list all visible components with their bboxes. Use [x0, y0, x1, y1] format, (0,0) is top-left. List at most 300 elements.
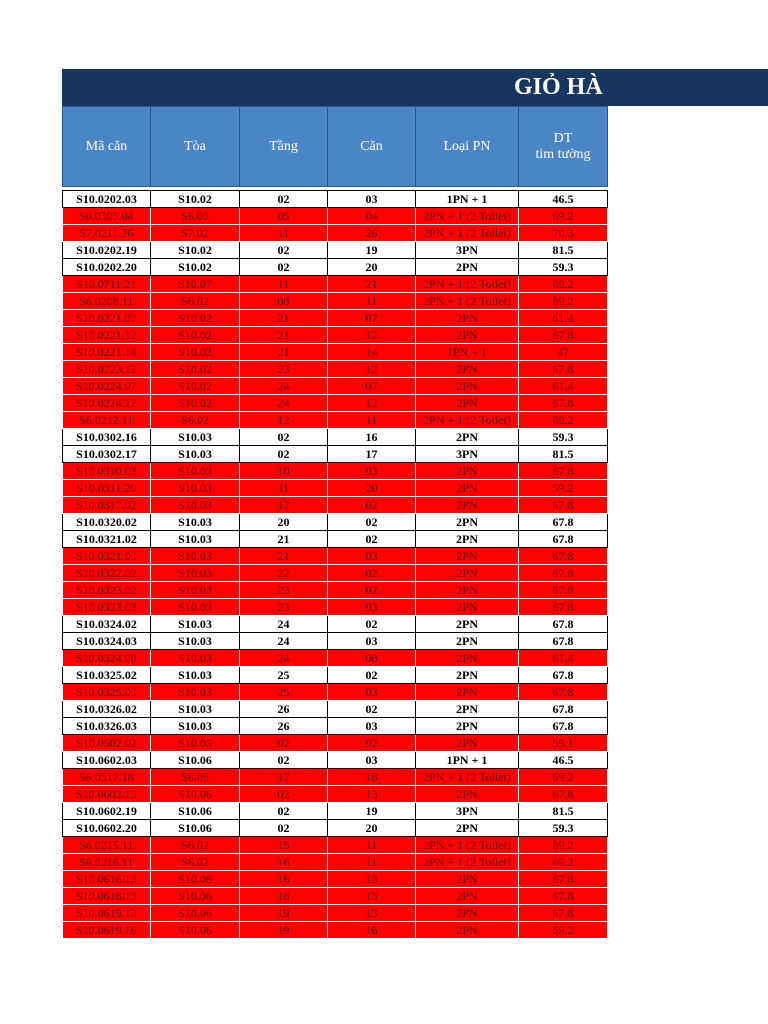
area-cell: 67.8: [519, 718, 608, 735]
room-type-cell: 2PN: [416, 463, 519, 480]
table-row: [63, 259, 608, 276]
room-type-cell: 2PN: [416, 514, 519, 531]
floor-cell: 24: [240, 378, 328, 395]
floor-cell: 02: [240, 446, 328, 463]
unit-cell: 11: [328, 837, 416, 854]
floor-cell: 02: [240, 752, 328, 769]
floor-cell: 17: [240, 497, 328, 514]
unit-cell: 02: [328, 565, 416, 582]
room-type-cell: 2PN: [416, 616, 519, 633]
unit-cell: 26: [328, 225, 416, 242]
unit-cell: 13: [328, 871, 416, 888]
table-row: [63, 344, 608, 361]
unit-cell: 13: [328, 905, 416, 922]
table-row: [63, 463, 608, 480]
unit-code-cell: S10.0324.03: [63, 633, 151, 650]
floor-cell: 08: [240, 293, 328, 310]
unit-code-cell: S10.0302.16: [63, 429, 151, 446]
unit-code-cell: S10.0223.12: [63, 361, 151, 378]
room-type-cell: 2PN: [416, 888, 519, 905]
unit-cell: 19: [328, 242, 416, 259]
area-cell: 67.8: [519, 633, 608, 650]
tower-cell: S10.03: [151, 582, 240, 599]
room-type-cell: 2PN + 1 (2 Toilet): [416, 412, 519, 429]
tower-cell: S10.02: [151, 395, 240, 412]
room-type-cell: 2PN: [416, 429, 519, 446]
tower-cell: S10.03: [151, 718, 240, 735]
unit-cell: 02: [328, 701, 416, 718]
unit-cell: 03: [328, 633, 416, 650]
tower-cell: S6.05: [151, 769, 240, 786]
area-cell: 59.3: [519, 429, 608, 446]
floor-cell: 02: [240, 786, 328, 803]
table-row: [63, 242, 608, 259]
tower-cell: S10.03: [151, 616, 240, 633]
tower-cell: S10.03: [151, 599, 240, 616]
unit-cell: 04: [328, 208, 416, 225]
table-row: [63, 429, 608, 446]
floor-cell: 21: [240, 327, 328, 344]
room-type-cell: 3PN: [416, 242, 519, 259]
tower-cell: S10.03: [151, 531, 240, 548]
unit-cell: 02: [328, 616, 416, 633]
table-row: [63, 565, 608, 582]
room-type-cell: 2PN: [416, 650, 519, 667]
room-type-cell: 2PN: [416, 582, 519, 599]
table-row: [63, 582, 608, 599]
unit-code-cell: S10.0202.20: [63, 259, 151, 276]
unit-cell: 17: [328, 446, 416, 463]
area-cell: 67.8: [519, 599, 608, 616]
unit-code-cell: S10.0326.02: [63, 701, 151, 718]
table-row: [63, 718, 608, 735]
tower-cell: S10.03: [151, 463, 240, 480]
unit-code-cell: S10.0711.21: [63, 276, 151, 293]
unit-code-cell: S6.0215.11: [63, 837, 151, 854]
area-cell: 67.8: [519, 888, 608, 905]
tower-cell: S10.06: [151, 803, 240, 820]
floor-cell: 21: [240, 344, 328, 361]
table-row: [63, 786, 608, 803]
unit-cell: 07: [328, 378, 416, 395]
unit-code-cell: S10.0326.03: [63, 718, 151, 735]
table-row: [63, 208, 608, 225]
floor-cell: 16: [240, 871, 328, 888]
floor-cell: 02: [240, 735, 328, 752]
unit-code-cell: S10.0325.03: [63, 684, 151, 701]
area-cell: 69.2: [519, 837, 608, 854]
floor-cell: 11: [240, 276, 328, 293]
area-cell: 61.4: [519, 378, 608, 395]
tower-cell: S10.06: [151, 871, 240, 888]
floor-cell: 23: [240, 582, 328, 599]
unit-code-cell: S10.0221.12: [63, 327, 151, 344]
room-type-cell: 1PN + 1: [416, 752, 519, 769]
floor-cell: 02: [240, 242, 328, 259]
unit-code-cell: S10.0324.08: [63, 650, 151, 667]
tower-cell: S6.02: [151, 293, 240, 310]
unit-cell: 14: [328, 344, 416, 361]
floor-cell: 24: [240, 633, 328, 650]
room-type-cell: 2PN: [416, 599, 519, 616]
floor-cell: 10: [240, 463, 328, 480]
table-row: [63, 225, 608, 242]
tower-cell: S10.02: [151, 361, 240, 378]
floor-cell: 19: [240, 905, 328, 922]
tower-cell: S10.03: [151, 667, 240, 684]
room-type-cell: 2PN: [416, 327, 519, 344]
unit-cell: 13: [328, 786, 416, 803]
floor-cell: 02: [240, 803, 328, 820]
title-bar: [62, 69, 768, 106]
floor-cell: 23: [240, 599, 328, 616]
unit-cell: 12: [328, 395, 416, 412]
unit-cell: 03: [328, 191, 416, 208]
unit-code-cell: S10.0320.02: [63, 514, 151, 531]
unit-code-cell: S7.0211.26: [63, 225, 151, 242]
table-row: [63, 191, 608, 208]
unit-cell: 18: [328, 769, 416, 786]
table-row: [63, 837, 608, 854]
floor-cell: 23: [240, 361, 328, 378]
unit-code-cell: S10.0302.17: [63, 446, 151, 463]
tower-cell: S6.02: [151, 854, 240, 871]
tower-cell: S10.03: [151, 497, 240, 514]
room-type-cell: 2PN: [416, 497, 519, 514]
room-type-cell: 2PN: [416, 480, 519, 497]
floor-cell: 17: [240, 769, 328, 786]
area-cell: 61.4: [519, 650, 608, 667]
unit-code-cell: S10.0311.20: [63, 480, 151, 497]
table-row: [63, 378, 608, 395]
room-type-cell: 2PN: [416, 701, 519, 718]
room-type-cell: 2PN: [416, 548, 519, 565]
area-cell: 46.5: [519, 752, 608, 769]
unit-cell: 11: [328, 854, 416, 871]
table-row: [63, 548, 608, 565]
tower-cell: S10.02: [151, 259, 240, 276]
floor-cell: 02: [240, 429, 328, 446]
unit-code-cell: S10.0317.02: [63, 497, 151, 514]
area-cell: 69.2: [519, 276, 608, 293]
floor-cell: 20: [240, 514, 328, 531]
area-cell: 69.2: [519, 412, 608, 429]
room-type-cell: 2PN: [416, 667, 519, 684]
unit-code-cell: S10.0323.02: [63, 582, 151, 599]
unit-code-cell: S6.0216.11: [63, 854, 151, 871]
floor-cell: 11: [240, 480, 328, 497]
floor-cell: 21: [240, 531, 328, 548]
tower-cell: S10.06: [151, 786, 240, 803]
room-type-cell: 2PN: [416, 361, 519, 378]
area-cell: 81.5: [519, 446, 608, 463]
area-cell: 67.8: [519, 327, 608, 344]
unit-cell: 03: [328, 463, 416, 480]
area-cell: 69.2: [519, 854, 608, 871]
tower-cell: S10.03: [151, 514, 240, 531]
tower-cell: S10.02: [151, 310, 240, 327]
table-row: [63, 922, 608, 939]
room-type-cell: 2PN + 1 (2 Toilet): [416, 225, 519, 242]
unit-cell: 02: [328, 514, 416, 531]
room-type-cell: 2PN + 1 (2 Toilet): [416, 208, 519, 225]
floor-cell: 25: [240, 667, 328, 684]
area-cell: 67.8: [519, 684, 608, 701]
unit-code-cell: S10.0224.12: [63, 395, 151, 412]
room-type-cell: 2PN: [416, 395, 519, 412]
table-row: [63, 599, 608, 616]
area-cell: 67.8: [519, 667, 608, 684]
table-row: [63, 871, 608, 888]
table-row: [63, 531, 608, 548]
unit-code-cell: S10.0321.03: [63, 548, 151, 565]
unit-cell: 20: [328, 480, 416, 497]
floor-cell: 05: [240, 208, 328, 225]
tower-cell: S6.02: [151, 837, 240, 854]
unit-code-cell: S6.0208.11: [63, 293, 151, 310]
floor-cell: 26: [240, 701, 328, 718]
unit-code-cell: S10.0602.19: [63, 803, 151, 820]
area-cell: 67.8: [519, 565, 608, 582]
table-row: [63, 293, 608, 310]
unit-cell: 13: [328, 888, 416, 905]
tower-cell: S10.02: [151, 344, 240, 361]
table-row: [63, 616, 608, 633]
tower-cell: S10.03: [151, 650, 240, 667]
table-row: [63, 803, 608, 820]
table-row: [63, 633, 608, 650]
tower-cell: S10.03: [151, 548, 240, 565]
table-row: [63, 395, 608, 412]
table-row: [63, 752, 608, 769]
unit-code-cell: S10.0502.02: [63, 735, 151, 752]
room-type-cell: 1PN + 1: [416, 344, 519, 361]
unit-code-cell: S10.0325.02: [63, 667, 151, 684]
area-cell: 70.3: [519, 225, 608, 242]
area-cell: 81.5: [519, 242, 608, 259]
table-row: [63, 769, 608, 786]
unit-code-cell: S10.0324.02: [63, 616, 151, 633]
unit-cell: 16: [328, 429, 416, 446]
room-type-cell: 2PN: [416, 871, 519, 888]
unit-cell: 02: [328, 531, 416, 548]
floor-cell: 19: [240, 922, 328, 939]
area-cell: 67.8: [519, 361, 608, 378]
table-row: [63, 650, 608, 667]
unit-code-cell: S6.0517.18: [63, 769, 151, 786]
room-type-cell: 2PN + 1 (2 Toilet): [416, 293, 519, 310]
table-row: [63, 361, 608, 378]
unit-cell: 03: [328, 752, 416, 769]
floor-cell: 22: [240, 565, 328, 582]
room-type-cell: 3PN: [416, 446, 519, 463]
table-row: [63, 905, 608, 922]
room-type-cell: 2PN: [416, 922, 519, 939]
table-row: [63, 446, 608, 463]
table-row: [63, 327, 608, 344]
area-cell: 67.8: [519, 463, 608, 480]
unit-cell: 08: [328, 650, 416, 667]
area-cell: 67.8: [519, 871, 608, 888]
area-cell: 46.5: [519, 191, 608, 208]
area-cell: 81.5: [519, 803, 608, 820]
floor-cell: 02: [240, 259, 328, 276]
table-row: [63, 276, 608, 293]
room-type-cell: 2PN + 1 (2 Toilet): [416, 837, 519, 854]
table-row: [63, 735, 608, 752]
unit-code-cell: S10.0221.07: [63, 310, 151, 327]
area-cell: 67.8: [519, 905, 608, 922]
table-body: [63, 187, 608, 939]
room-type-cell: 1PN + 1: [416, 191, 519, 208]
area-cell: 67.8: [519, 514, 608, 531]
unit-code-cell: S10.0602.03: [63, 752, 151, 769]
unit-code-cell: S10.0221.14: [63, 344, 151, 361]
tower-cell: S10.03: [151, 446, 240, 463]
unit-cell: 03: [328, 684, 416, 701]
area-cell: 67.8: [519, 395, 608, 412]
tower-cell: S10.02: [151, 242, 240, 259]
floor-cell: 26: [240, 718, 328, 735]
column-header-unit: Căn: [328, 107, 416, 187]
unit-cell: 03: [328, 599, 416, 616]
area-cell: 47: [519, 344, 608, 361]
unit-code-cell: S10.0618.13: [63, 888, 151, 905]
unit-code-cell: S10.0202.03: [63, 191, 151, 208]
floor-cell: 18: [240, 888, 328, 905]
floor-cell: 24: [240, 650, 328, 667]
unit-cell: 20: [328, 820, 416, 837]
area-cell: 59.1: [519, 735, 608, 752]
room-type-cell: 2PN: [416, 684, 519, 701]
area-cell: 59.2: [519, 480, 608, 497]
tower-cell: S7.02: [151, 225, 240, 242]
area-cell: 67.8: [519, 786, 608, 803]
area-cell: 67.8: [519, 582, 608, 599]
table-row: [63, 412, 608, 429]
unit-code-cell: S10.0616.13: [63, 871, 151, 888]
unit-code-cell: S10.0619.13: [63, 905, 151, 922]
header-row: [63, 107, 608, 187]
room-type-cell: 2PN + 1 (2 Toilet): [416, 276, 519, 293]
tower-cell: S10.03: [151, 701, 240, 718]
tower-cell: S10.02: [151, 378, 240, 395]
unit-cell: 21: [328, 276, 416, 293]
apartment-table: [62, 106, 608, 939]
room-type-cell: 2PN: [416, 786, 519, 803]
unit-cell: 03: [328, 548, 416, 565]
room-type-cell: 2PN + 1 (2 Toilet): [416, 854, 519, 871]
tower-cell: S10.06: [151, 905, 240, 922]
tower-cell: S10.03: [151, 633, 240, 650]
room-type-cell: 2PN: [416, 718, 519, 735]
area-cell: 59.3: [519, 259, 608, 276]
column-header-tower: Tòa: [151, 107, 240, 187]
floor-cell: 02: [240, 820, 328, 837]
floor-cell: 25: [240, 684, 328, 701]
unit-cell: 19: [328, 803, 416, 820]
column-header-room-type: Loại PN: [416, 107, 519, 187]
floor-cell: 16: [240, 854, 328, 871]
column-header-area: DT tim tường: [519, 107, 608, 187]
floor-cell: 24: [240, 616, 328, 633]
unit-cell: 02: [328, 582, 416, 599]
room-type-cell: 2PN: [416, 820, 519, 837]
column-header-floor: Tầng: [240, 107, 328, 187]
floor-cell: 21: [240, 548, 328, 565]
unit-cell: 02: [328, 735, 416, 752]
unit-code-cell: S10.0322.02: [63, 565, 151, 582]
sheet-title: GIỎ HÀ: [514, 74, 603, 100]
room-type-cell: 3PN: [416, 803, 519, 820]
area-cell: 59.2: [519, 922, 608, 939]
floor-cell: 21: [240, 310, 328, 327]
tower-cell: S10.06: [151, 888, 240, 905]
tower-cell: S10.07: [151, 276, 240, 293]
tower-cell: S6.03: [151, 208, 240, 225]
table-row: [63, 480, 608, 497]
unit-cell: 16: [328, 922, 416, 939]
area-cell: 67.8: [519, 701, 608, 718]
table-row: [63, 667, 608, 684]
table-row: [63, 854, 608, 871]
unit-code-cell: S10.0202.19: [63, 242, 151, 259]
table-row: [63, 888, 608, 905]
unit-code-cell: S10.0321.02: [63, 531, 151, 548]
tower-cell: S10.06: [151, 752, 240, 769]
table-row: [63, 514, 608, 531]
unit-code-cell: S10.0602.13: [63, 786, 151, 803]
table-row: [63, 310, 608, 327]
tower-cell: S6.02: [151, 412, 240, 429]
tower-cell: S10.02: [151, 191, 240, 208]
unit-code-cell: S10.0224.07: [63, 378, 151, 395]
floor-cell: 12: [240, 412, 328, 429]
unit-cell: 20: [328, 259, 416, 276]
unit-cell: 11: [328, 293, 416, 310]
unit-cell: 07: [328, 310, 416, 327]
tower-cell: S10.06: [151, 820, 240, 837]
tower-cell: S10.02: [151, 327, 240, 344]
room-type-cell: 2PN + 1 (2 Toilet): [416, 769, 519, 786]
tower-cell: S10.03: [151, 684, 240, 701]
area-cell: 69.2: [519, 293, 608, 310]
floor-cell: 15: [240, 837, 328, 854]
unit-code-cell: S6.0305.04: [63, 208, 151, 225]
room-type-cell: 2PN: [416, 633, 519, 650]
column-header-unit-code: Mã căn: [63, 107, 151, 187]
room-type-cell: 2PN: [416, 531, 519, 548]
area-cell: 67.8: [519, 548, 608, 565]
room-type-cell: 2PN: [416, 259, 519, 276]
unit-code-cell: S10.0619.16: [63, 922, 151, 939]
unit-cell: 12: [328, 361, 416, 378]
area-cell: 59.3: [519, 820, 608, 837]
unit-code-cell: S10.0323.03: [63, 599, 151, 616]
table-row: [63, 820, 608, 837]
tower-cell: S10.05: [151, 735, 240, 752]
unit-code-cell: S10.0602.20: [63, 820, 151, 837]
unit-cell: 03: [328, 718, 416, 735]
unit-cell: 11: [328, 412, 416, 429]
table-row: [63, 684, 608, 701]
unit-cell: 12: [328, 327, 416, 344]
unit-code-cell: S6.0212.11: [63, 412, 151, 429]
floor-cell: 24: [240, 395, 328, 412]
tower-cell: S10.06: [151, 922, 240, 939]
floor-cell: 11: [240, 225, 328, 242]
unit-cell: 02: [328, 497, 416, 514]
